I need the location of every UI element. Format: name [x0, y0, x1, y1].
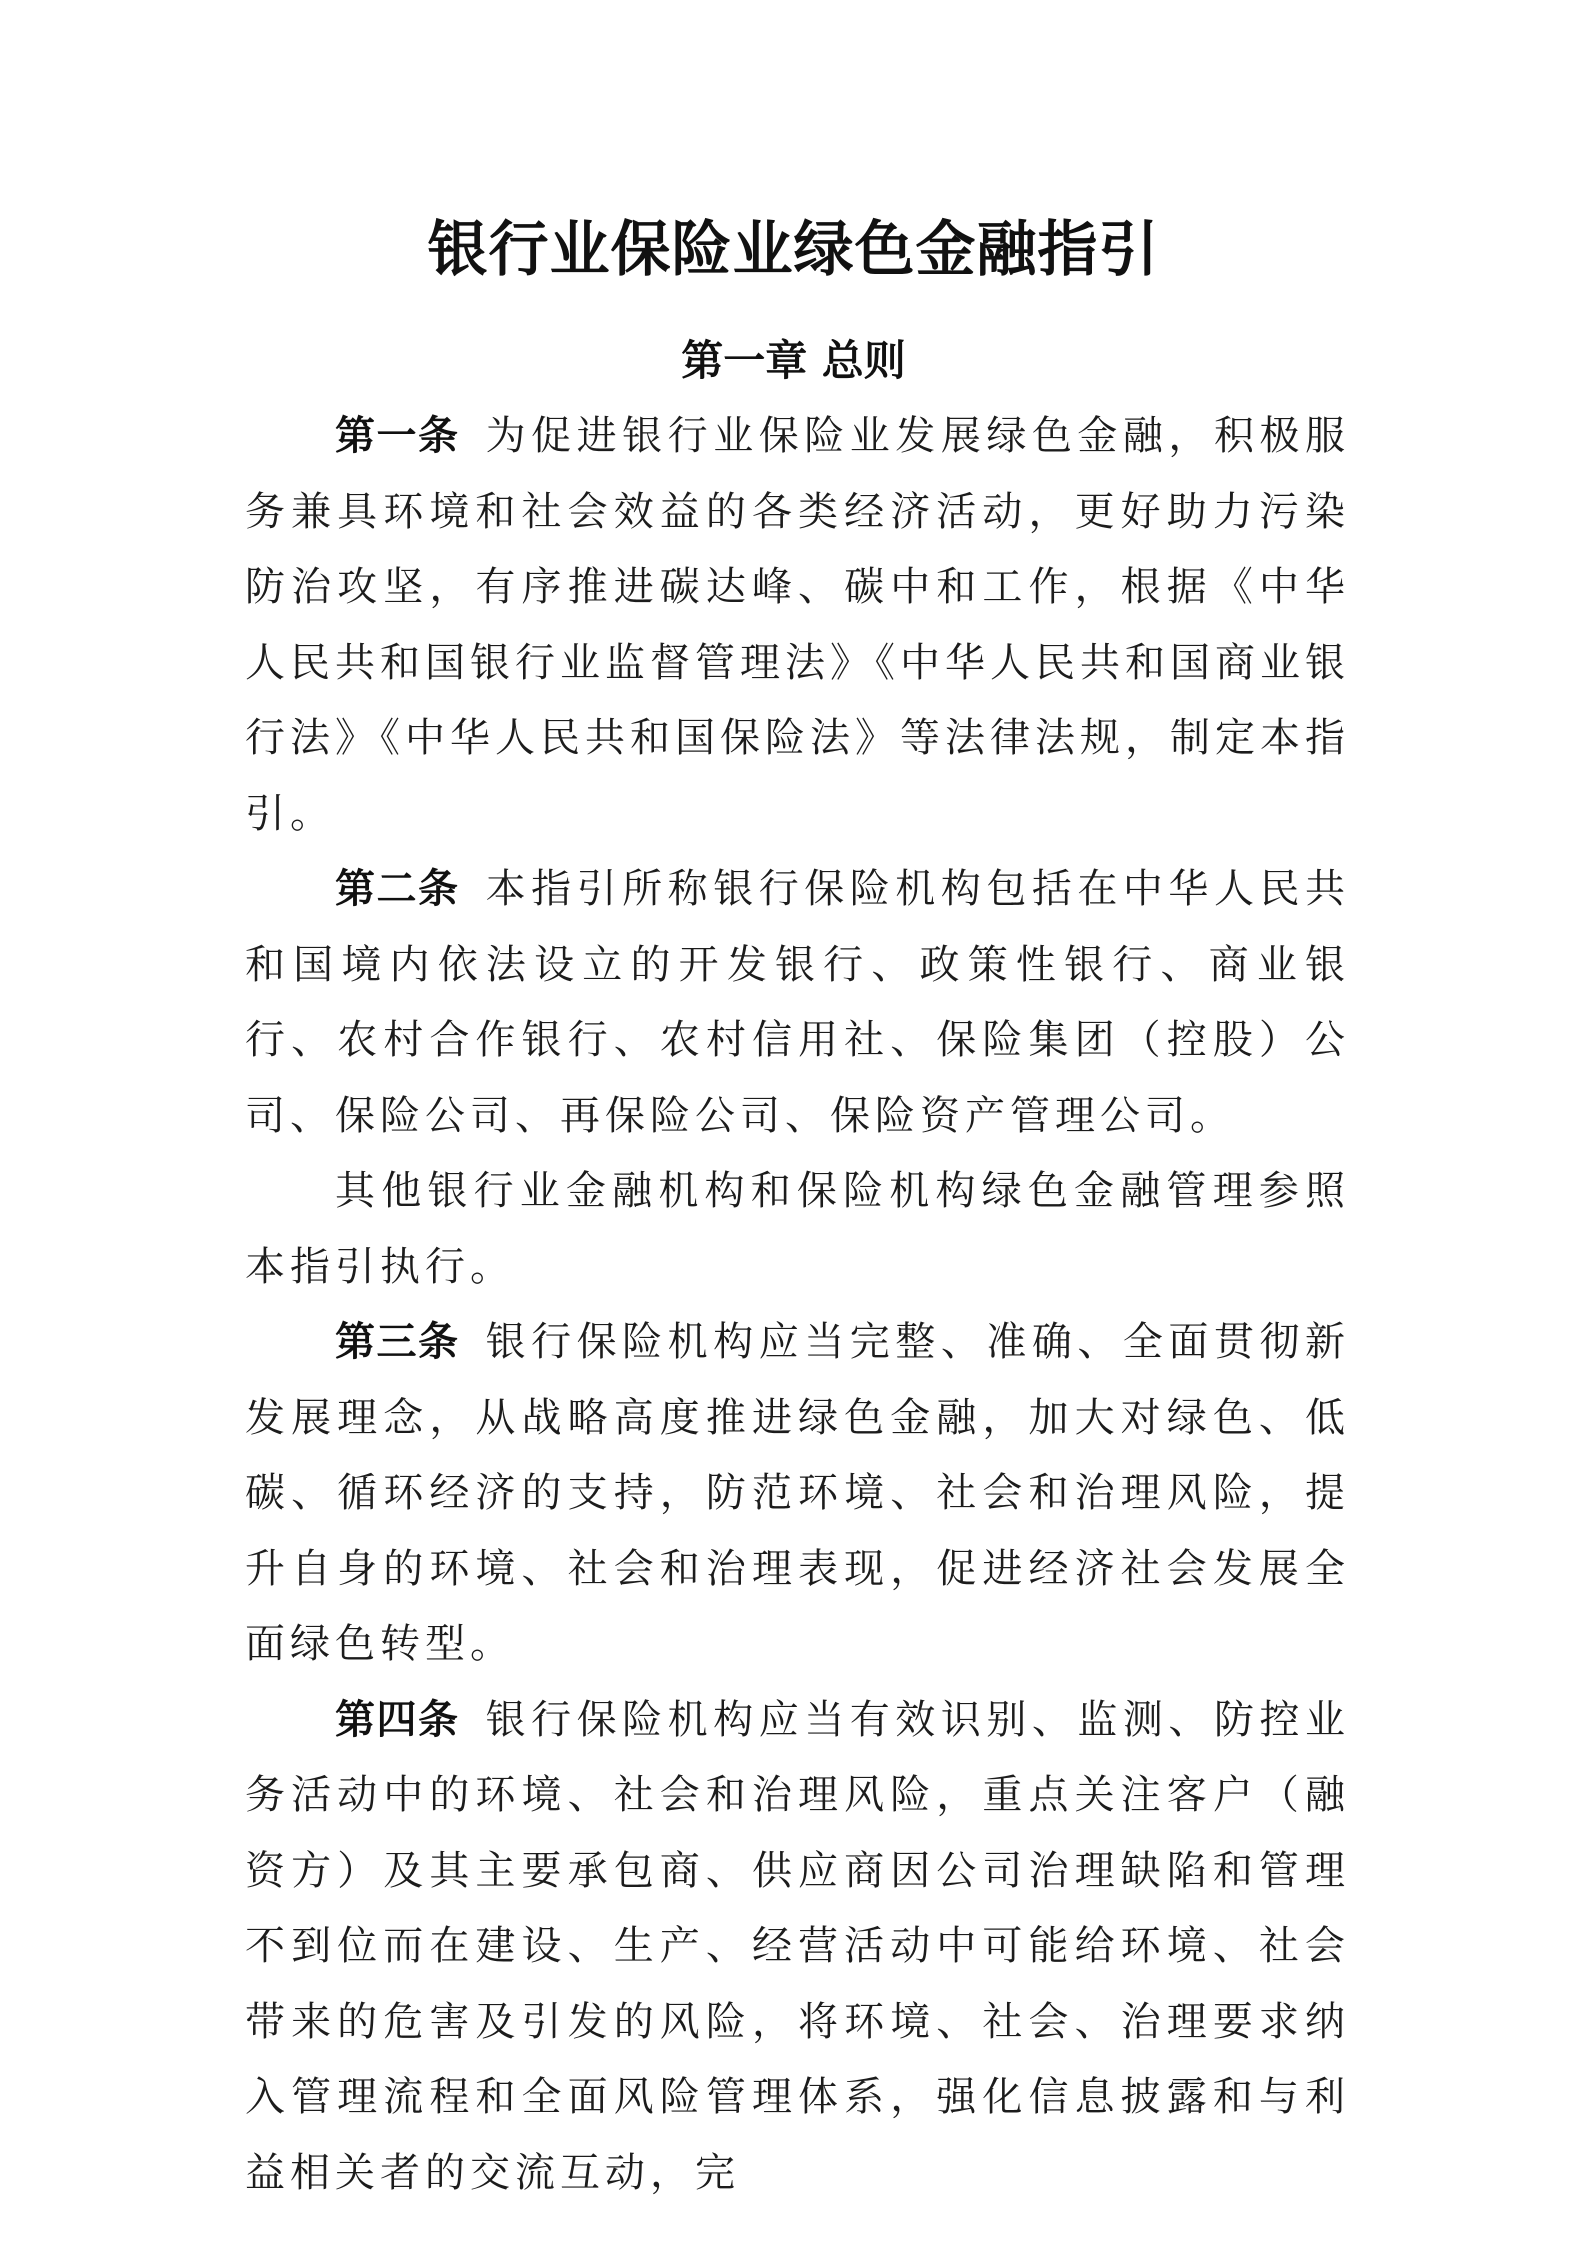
article-number: 第二条 [335, 866, 460, 912]
article-2 [245, 852, 1350, 1154]
article-text: 银行保险机构应当有效识别、监测、防控业务活动中的环境、社会和治理风险，重点关注客户（融资方）及其主要承包商、供应商因公司治理缺陷和管理不到位而在建设、生产、经营活动中可能给环境、社会带来的危害及引发的风险，将环境、社会、治理要求纳入管理流程和全面风险管理体系，强化信息披露和与利益相关者的交流互动，完 [245, 1696, 1351, 2196]
article-4 [245, 1683, 1350, 2212]
chapter-heading: 第一章 总则 [681, 336, 906, 385]
article-1 [245, 399, 1350, 852]
article-2-supplement [245, 1154, 1350, 1305]
article-text: 银行保险机构应当完整、准确、全面贯彻新发展理念，从战略高度推进绿色金融，加大对绿色、低碳、循环经济的支持，防范环境、社会和治理风险，提升自身的环境、社会和治理表现，促进经济社会发展全面绿色转型。 [245, 1319, 1351, 1667]
article-text: 为促进银行业保险业发展绿色金融，积极服务兼具环境和社会效益的各类经济活动，更好助力污染防治攻坚，有序推进碳达峰、碳中和工作，根据《中华人民共和国银行业监督管理法》《中华人民共和国商业银行法》《中华人民共和国保险法》等法律法规，制定本指引。 [245, 413, 1351, 837]
article-text: 本指引所称银行保险机构包括在中华人民共和国境内依法设立的开发银行、政策性银行、商业银行、农村合作银行、农村信用社、保险集团（控股）公司、保险公司、再保险公司、保险资产管理公司。 [245, 866, 1351, 1139]
article-text: 其他银行业金融机构和保险机构绿色金融管理参照本指引执行。 [245, 1168, 1350, 1290]
article-number: 第四条 [335, 1696, 460, 1743]
document-title: 银行业保险业绿色金融指引 [427, 215, 1160, 285]
article-number: 第一条 [335, 413, 460, 459]
document-body [245, 399, 1350, 2211]
article-number: 第三条 [335, 1319, 460, 1365]
article-3 [245, 1305, 1350, 1683]
